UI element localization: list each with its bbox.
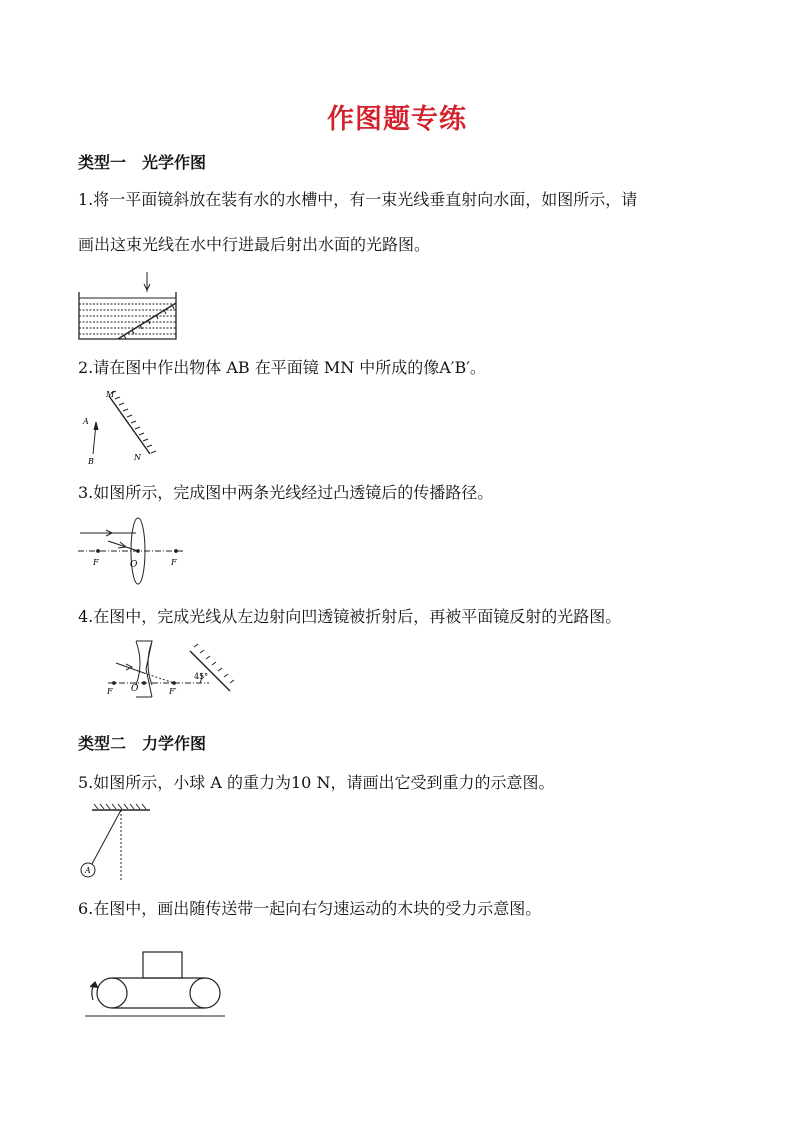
label-A: A — [83, 417, 89, 426]
label-A: A — [85, 866, 91, 875]
figure-water-tank-mirror — [76, 270, 180, 342]
question-2-text: 2.请在图中作出物体 AB 在平面镜 MN 中所成的像A′B′。 — [78, 358, 486, 377]
label-B: B — [88, 457, 94, 466]
figure-pendulum-ball — [76, 802, 156, 882]
label-M: M — [106, 390, 115, 399]
question-3-text: 3.如图所示，完成图中两条光线经过凸透镜后的传播路径。 — [78, 483, 494, 502]
section-heading-mechanics: 类型二 力学作图 — [78, 734, 207, 753]
label-N: N — [134, 453, 141, 462]
question-4-text: 4.在图中，完成光线从左边射向凹透镜被折射后，再被平面镜反射的光路图。 — [78, 607, 622, 626]
figure-concave-lens-mirror — [104, 643, 236, 698]
section-heading-optics: 类型一 光学作图 — [78, 153, 207, 172]
label-O: O — [131, 684, 139, 694]
question-1-line2: 画出这束光线在水中行进最后射出水面的光路图。 — [78, 235, 431, 254]
label-F-left: F — [93, 558, 99, 567]
label-O: O — [130, 560, 138, 570]
label-F-right: F — [171, 558, 177, 567]
question-5-text: 5.如图所示，小球 A 的重力为10 N，请画出它受到重力的示意图。 — [78, 773, 555, 792]
page-title: 作图题专练 — [327, 104, 467, 135]
label-F-prime: F′ — [169, 687, 177, 696]
figure-plane-mirror-ab — [78, 388, 160, 468]
question-6-text: 6.在图中，画出随传送带一起向右匀速运动的木块的受力示意图。 — [78, 899, 542, 918]
figure-conveyor-belt-block — [84, 950, 230, 1022]
label-F: F — [107, 687, 113, 696]
label-angle: 45° — [194, 672, 209, 681]
figure-convex-lens — [78, 515, 188, 587]
question-1-line1: 1.将一平面镜斜放在装有水的水槽中，有一束光线垂直射向水面，如图所示，请 — [78, 190, 638, 209]
